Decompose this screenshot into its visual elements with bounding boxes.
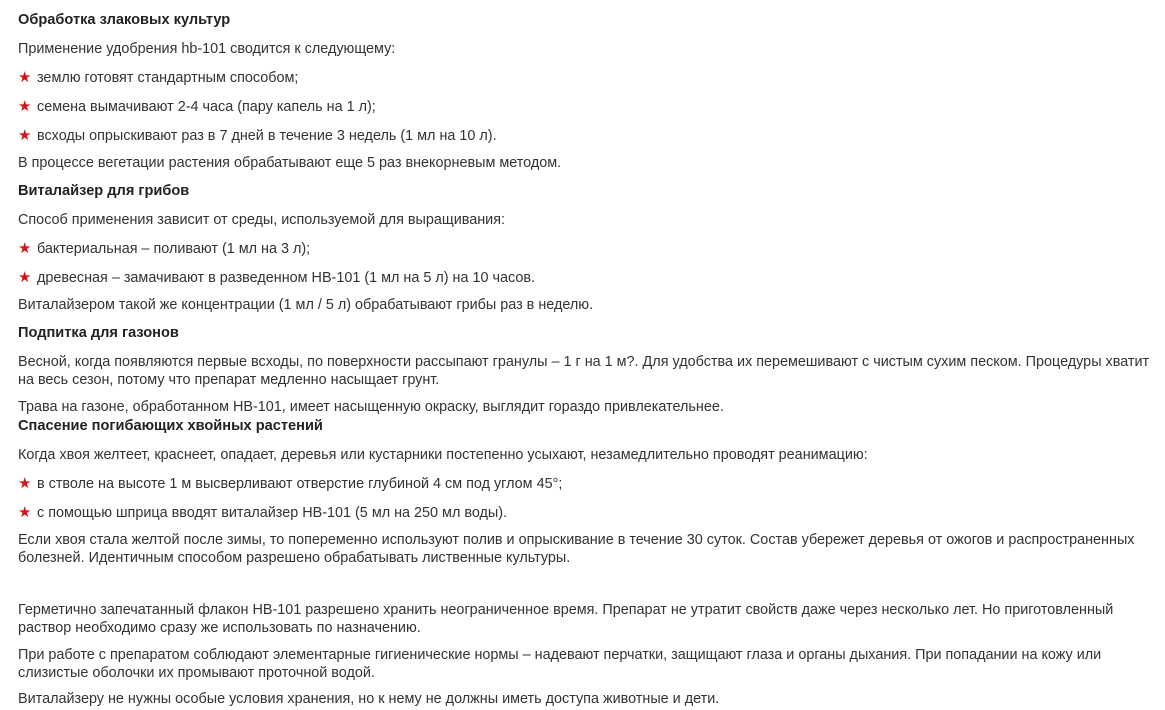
list-item <box>18 475 1158 493</box>
star-icon: ★ <box>18 475 32 492</box>
conifers-intro: Когда хвоя желтеет, краснеет, опадает, деревья или кустарники постепенно усыхают, незамедлительно проводят реанимацию: <box>18 447 868 463</box>
list-item-text: древесная – замачивают в разведенном НВ-101 (1 мл на 5 л) на 10 часов. <box>37 270 536 286</box>
list-item-text: в стволе на высоте 1 м высверливают отверстие глубиной 4 см под углом 45°; <box>37 476 563 492</box>
list-item <box>18 98 1158 116</box>
storage-paragraph-3: Виталайзеру не нужны особые условия хранения, но к нему не должны иметь доступа животные и дети. <box>18 691 720 707</box>
conifers-outro: Если хвоя стала желтой после зимы, то попеременно используют полив и опрыскивание в течение 30 суток. Состав убережет деревья от ожогов и распространенных болезней. Идентичным способом разрешено обрабатывать лиственные культуры. <box>18 532 1135 566</box>
cereals-outro: В процессе вегетации растения обрабатывают еще 5 раз внекорневым методом. <box>18 155 562 171</box>
list-item <box>18 69 1158 87</box>
cereals-heading: Обработка злаковых культур <box>18 12 231 28</box>
mushrooms-intro: Способ применения зависит от среды, используемой для выращивания: <box>18 212 505 228</box>
lawns-paragraph-2: Трава на газоне, обработанном НВ-101, имеет насыщенную окраску, выглядит гораздо привлекательнее. <box>18 399 724 415</box>
conifers-heading: Спасение погибающих хвойных растений <box>18 418 323 434</box>
list-item-text: всходы опрыскивают раз в 7 дней в течение 3 недель (1 мл на 10 л). <box>37 128 497 144</box>
list-item <box>18 240 1158 258</box>
list-item-text: землю готовят стандартным способом; <box>37 70 299 86</box>
cereals-intro: Применение удобрения hb-101 сводится к следующему: <box>18 41 396 57</box>
list-item <box>18 127 1158 145</box>
list-item <box>18 269 1158 287</box>
mushrooms-outro: Виталайзером такой же концентрации (1 мл / 5 л) обрабатывают грибы раз в неделю. <box>18 297 594 313</box>
list-item <box>18 504 1158 522</box>
star-icon: ★ <box>18 69 32 86</box>
lawns-paragraph-1: Весной, когда появляются первые всходы, по поверхности рассыпают гранулы – 1 г на 1 м?. Для удобства их перемешивают с чистым сухим песком. Процедуры хватит на весь сезон, потому что препарат медленно насыщает грунт. <box>18 354 1150 388</box>
mushrooms-heading: Виталайзер для грибов <box>18 183 190 199</box>
star-icon: ★ <box>18 98 32 115</box>
list-item-text: семена вымачивают 2-4 часа (пару капель на 1 л); <box>37 99 376 115</box>
storage-paragraph-2: При работе с препаратом соблюдают элементарные гигиенические нормы – надевают перчатки, защищают глаза и органы дыхания. При попадании на кожу или слизистые оболочки их промывают проточной водой. <box>18 647 1102 681</box>
star-icon: ★ <box>18 269 32 286</box>
star-icon: ★ <box>18 240 32 257</box>
lawns-heading: Подпитка для газонов <box>18 325 179 341</box>
star-icon: ★ <box>18 127 32 144</box>
storage-paragraph-1: Герметично запечатанный флакон НВ-101 разрешено хранить неограниченное время. Препарат не утратит свойств даже через несколько лет. Но приготовленный раствор необходимо сразу же использовать по назначению. <box>18 602 1114 636</box>
star-icon: ★ <box>18 504 32 521</box>
list-item-text: бактериальная – поливают (1 мл на 3 л); <box>37 241 311 257</box>
list-item-text: с помощью шприца вводят виталайзер НВ-101 (5 мл на 250 мл воды). <box>37 505 508 521</box>
